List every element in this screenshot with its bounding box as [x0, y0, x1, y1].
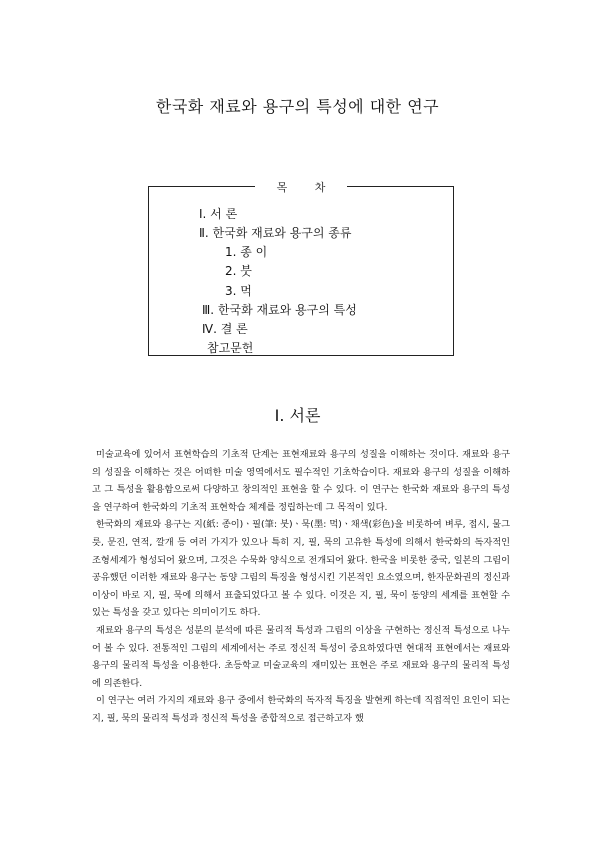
- table-of-contents: [148, 181, 454, 356]
- toc-item-materials-types: Ⅱ. 한국화 재료와 용구의 종류: [199, 226, 352, 240]
- toc-item-references: 참고문헌: [207, 341, 254, 355]
- toc-heading-text: 목 차: [255, 181, 348, 194]
- document-title: 한국화 재료와 용구의 특성에 대한 연구: [155, 97, 440, 116]
- paragraph: 한국화의 재료와 용구는 지(紙: 종이)ㆍ필(筆: 붓)ㆍ묵(墨: 먹)ㆍ채색(彩色)을 비롯하여 벼루, 접시, 물그릇, 문진, 연적, 깔개 등 여러 가지가 있으나 특히 지, 필, 묵의 고유한 특성에 의해서 한국화의 독자적인 조형세계가 형성되어 왔으며, 그것은 수묵화 양식으로 전개되어 왔다. 한국을 비롯한 중국, 일본의 그림이 공유했던 이러한 재료와 용구는 동양 그림의 특징을 형성시킨 기본적인 요소였으며, 한자문화권의 정신과 이상이 바로 지, 필, 묵에 의해서 표출되었다고 볼 수 있다. 이것은 지, 필, 묵이 동양의 세계를 표현할 수 있는 특성을 갖고 있다는 의미이기도 하다.: [92, 519, 510, 619]
- toc-item-paper: 1. 종 이: [225, 245, 268, 259]
- paragraph: 재료와 용구의 특성은 성분의 분석에 따른 물리적 특성과 그림의 이상을 구현하는 정신적 특성으로 나누어 볼 수 있다. 전통적인 그림의 세계에서는 주로 정신적 특성이 중요하였다면 현대적 표현에서는 재료와 용구의 물리적 특성을 이용한다. 초등학교 미술교육의 재미있는 표현은 주로 재료와 용구의 물리적 특성에 의존한다.: [92, 624, 510, 689]
- paragraph: 이 연구는 여러 가지의 재료와 용구 중에서 한국화의 독자적 특징을 발현케 하는데 직접적인 요인이 되는 지, 필, 묵의 물리적 특성과 정신적 특성을 종합적으로 접근하고자 했: [92, 695, 510, 724]
- toc-item-conclusion: Ⅳ. 결 론: [202, 322, 248, 336]
- toc-item-characteristics: Ⅲ. 한국화 재료와 용구의 특성: [202, 303, 357, 317]
- paragraph: 미술교육에 있어서 표현학습의 기초적 단계는 표현재료와 용구의 성질을 이해하는 것이다. 재료와 용구의 성질을 이해하는 것은 어떠한 미술 영역에서도 필수적인 기초학습이다. 재료와 용구의 성질을 이해하고 그 특성을 활용함으로써 다양하고 창의적인 표현을 할 수 있다. 이 연구는 한국화 재료와 용구의 특성을 연구하여 한국화의 기초적 표현학습 체계를 정립하는데 그 목적이 있다.: [92, 449, 510, 513]
- toc-item-brush: 2. 붓: [225, 264, 252, 278]
- toc-item-ink: 3. 먹: [225, 284, 252, 298]
- toc-item-introduction: Ⅰ. 서 론: [199, 207, 238, 221]
- body-text: [92, 446, 510, 728]
- toc-heading: [149, 179, 453, 195]
- section-title: Ⅰ. 서론: [274, 406, 321, 425]
